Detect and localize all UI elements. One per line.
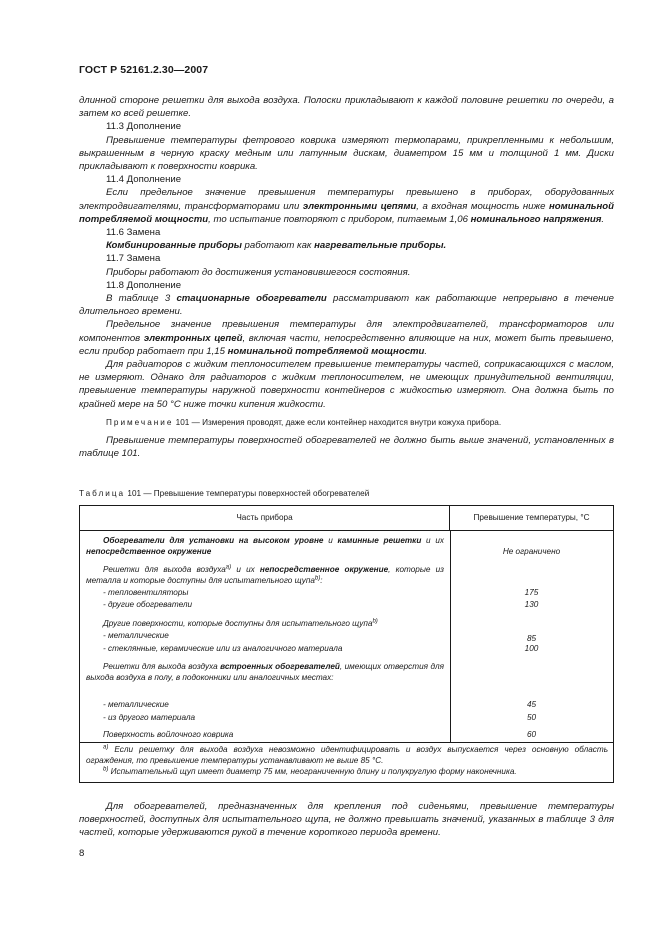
clause-11-6-text [79,239,614,252]
footnote-text: Если решетку для выхода воздуха невозможно идентифицировать и воздух выпускается через основную область ограждения, то превышение температуры устанавливают не выше 85 °С. [86,745,608,766]
clause-11-6-heading: 11.6 Замена [106,227,161,239]
text-fragment: , имеющих отверстия для выхода воздуха в полу, в подоконники или аналогичных местах: [86,662,444,683]
table-cell-part [86,618,444,629]
term-rated-power-input: номинальной потребляемой мощности [227,345,425,357]
footnote-text: Испытательный щуп имеет диаметр 75 мм, неограниченную длину и полукруглую форму наконечника. [108,767,517,777]
text-fragment: В таблице 3 [106,293,177,305]
term-immediate-surroundings: непосредственное окружение [259,565,389,574]
paragraph-text: Для обогревателей, предназначенных для крепления под сиденьями, превышение температуры поверхностей, доступных для испытательного щупа, не должно превышать значений, указанных в таблице 3 для частей, которые удерживаются рукой в течение короткого периода времени. [79,801,614,839]
term-fireplace-grilles: каминные решетки [337,536,422,545]
footnote-b [86,766,608,777]
term-built-in-heaters: встроенных обогревателей [220,662,340,671]
footnote-mark: b) [103,766,109,773]
table-header-temperature: Превышение температуры, °С [473,513,590,522]
text-fragment: , то испытание повторяют с прибором, питаемым 1,06 [208,213,471,225]
footnote-ref: a) [225,564,232,571]
clause-11-3-text: Превышение температуры фетрового коврика измеряют термопарами, прикрепленными к небольшим, выкрашенным в черную краску медным или латунным дискам, диаметром 15 мм и толщиной 1 мм. Диски прикладывают к поверхности коврика. [79,134,614,173]
table-cell-part: Поверхность войлочного коврика [103,730,234,739]
table-101 [79,505,614,783]
term-heating-appliances: нагревательные приборы. [314,240,447,252]
term-electronic-circuits: электронных цепей [143,332,243,344]
text-fragment: . [601,213,605,225]
text-fragment: Другие поверхности, которые доступны для испытательного щупа [103,619,373,628]
table-cell-part: - из другого материала [103,713,196,722]
table-cell-part: - другие обогреватели [103,600,193,609]
table-caption [79,489,369,498]
text-fragment: : [320,576,323,586]
clause-11-7-text: Приборы работают до достижения установившегося состояния. [106,266,411,278]
table-cell-value: 60 [526,730,537,739]
table-footnote-divider [80,742,613,743]
table-cell-value: 50 [526,713,537,722]
text-fragment: и их [231,565,260,574]
table-cell-value: 130 [524,600,539,609]
table-cell-part [86,535,444,557]
table-footnotes [86,744,608,778]
text-fragment: работают как [241,240,315,252]
term-combined-appliances: Комбинированные приборы [106,240,242,252]
text-fragment: Решетки для выхода воздуха [103,565,226,574]
table-cell-value: 85 [526,634,537,643]
table-cell-value: 100 [524,644,539,653]
clause-11-8-heading: 11.8 Дополнение [106,279,182,291]
table-body [80,531,613,743]
clause-11-7-heading: 11.7 Замена [106,253,161,265]
note-text: 101 — Измерения проводят, даже если контейнер находится внутри кожуха прибора. [173,417,502,427]
table-cell-part [86,661,444,683]
table-cell-value: 175 [524,588,539,597]
text-fragment: , а входная мощность ниже [416,200,549,212]
clause-11-8-text-b [79,318,614,358]
paragraph-grille-strips: длинной стороне решетки для выхода воздуха. Полоски прикладывают к каждой половине решетки по очереди, а затем ко всей решетке. [79,95,614,120]
table-cell-part: - металлические [103,631,169,640]
table-header-row [80,506,613,531]
clause-11-8-text-d: Превышение температуры поверхностей обогревателей не должно быть выше значений, установленных в таблице 101. [79,435,614,460]
text-fragment: , включая части, непосредственно влияющие на них, может быть превышено, если прибор работает при 1,15 [79,332,614,357]
text-fragment: и их [421,536,444,545]
text-fragment: и [323,536,338,545]
clause-11-8-text-a [79,292,614,318]
footnote-mark: a) [103,744,109,751]
text-fragment: . [424,345,428,357]
term-high-level-heaters: Обогреватели для установки на высоком уровне [103,536,324,545]
term-rated-power-input: номинальной потребляемой мощности [79,200,615,225]
term-stationary-heaters: стационарные обогреватели [176,293,327,305]
table-caption-text: 101 — Превышение температуры поверхностей обогревателей [125,489,370,498]
clause-11-4-heading: 11.4 Дополнение [106,174,182,186]
footnote-a [86,744,608,766]
table-caption-label: Таблица [79,489,126,498]
clause-11-4-text [79,186,614,226]
text-fragment: рассматривают как работающие непрерывно в течение длительного времени. [79,293,615,318]
text-fragment: Предельное значение превышения температуры для электродвигателей, трансформаторов или компонентов [79,319,614,344]
table-cell-part [86,564,444,586]
footnote-ref: b) [314,575,321,582]
table-cell-part: - стеклянные, керамические или из аналогичного материала [103,644,343,653]
term-electronic-circuits: электронными цепями [302,200,417,212]
table-cell-part: - металлические [103,700,169,709]
note-101 [79,416,614,429]
page-header: ГОСТ Р 52161.2.30—2007 [79,64,209,76]
note-label: Примечание [106,417,174,427]
clause-11-3-heading: 11.3 Дополнение [106,121,182,133]
table-cell-part: - тепловентиляторы [103,588,189,597]
table-cell-value: Не ограничено [502,547,561,556]
term-rated-voltage: номинального напряжения [470,213,602,225]
text-fragment: Решетки для выхода воздуха [103,662,221,671]
clause-11-8-text-c: Для радиаторов с жидким теплоносителем превышение температуры частей, соприкасающихся с маслом, не измеряют. Однако для радиаторов с жидким теплоносителем, не имеющих принудительной вентиляции, превышение температуры наружной поверхности контейнеров с жидкостью измеряют. Она должна быть по крайней мере на 50 °С ниже точки кипения жидкости. [79,359,614,410]
body-text [79,94,614,460]
paragraph-under-seat-heaters [79,800,614,840]
text-fragment: Если предельное значение превышения температуры превышено в приборах, оборудованных электродвигателями, трансформаторами или [79,187,614,212]
text-fragment: , которые из металла и которые доступны для испытательного щупа [86,565,444,586]
table-cell-value: 45 [526,700,537,709]
term-immediate-surroundings: непосредственное окружение [86,547,212,557]
page-number: 8 [79,848,85,859]
footnote-ref: b) [372,618,378,625]
table-header-part: Часть прибора [80,506,450,530]
